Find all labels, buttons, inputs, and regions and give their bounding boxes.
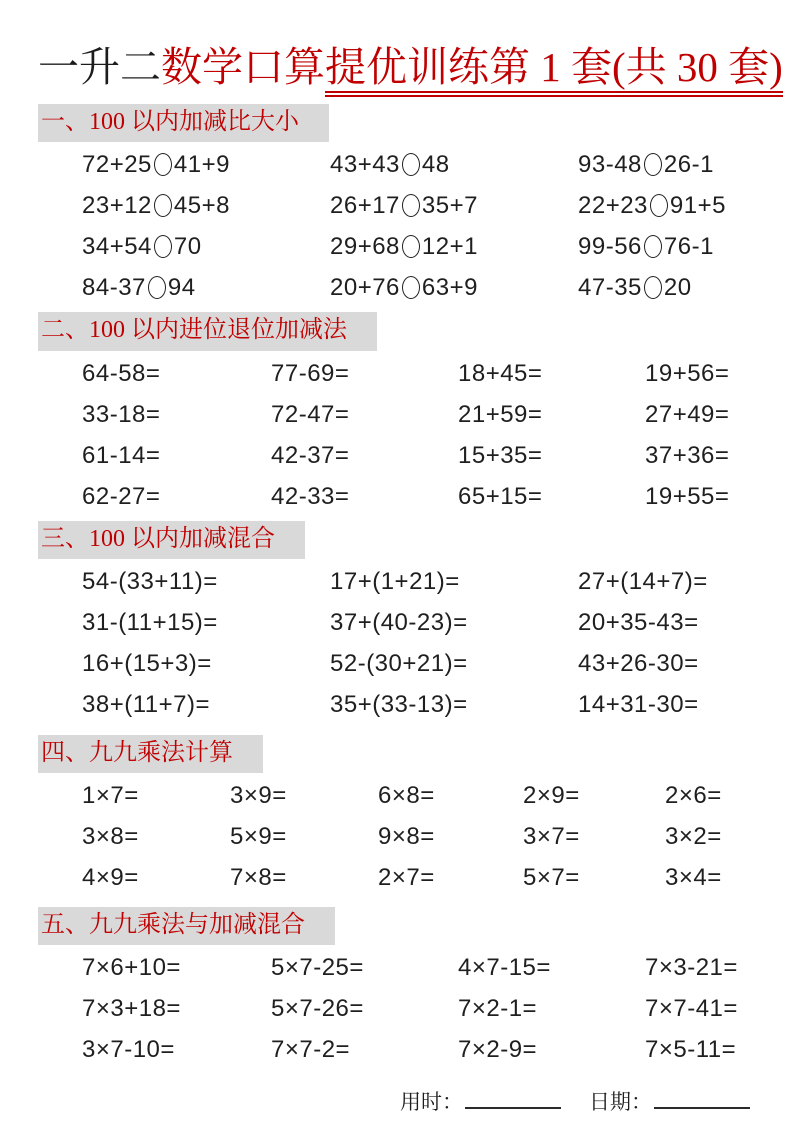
section-1-heading: 一、100 以内加减比大小	[38, 104, 329, 142]
problem-cell: 3×9=	[230, 781, 287, 809]
problem-cell: 7×3+18=	[82, 995, 181, 1023]
comparison-circle	[148, 276, 166, 299]
problem-cell: 2×6=	[665, 781, 722, 809]
problem-cell: 99-56 76-1	[578, 233, 714, 261]
comparison-circle	[402, 153, 420, 176]
problem-cell: 19+55=	[645, 482, 730, 510]
problem-cell: 19+56=	[645, 359, 730, 387]
problem-cell: 2×9=	[523, 781, 580, 809]
time-label: 用时：	[400, 1090, 463, 1115]
problem-cell: 3×2=	[665, 822, 722, 850]
section-4-heading: 四、九九乘法计算	[38, 735, 263, 773]
problem-cell: 61-14=	[82, 441, 161, 469]
problem-cell: 43+43 48	[330, 151, 450, 179]
title-set-part: 提优训练第 1 套(共 30 套)	[325, 44, 783, 97]
problem-cell: 52-(30+21)=	[330, 649, 468, 677]
footer	[400, 1086, 755, 1116]
comparison-circle	[154, 194, 172, 217]
problem-cell: 7×5-11=	[645, 1036, 737, 1064]
section-3	[38, 521, 755, 725]
comparison-circle	[644, 153, 662, 176]
problem-cell: 35+(33-13)=	[330, 690, 468, 718]
problem-cell: 7×7-2=	[271, 1036, 351, 1064]
problem-cell: 93-48 26-1	[578, 151, 714, 179]
section-1-problems	[82, 144, 755, 308]
problem-cell: 31-(11+15)=	[82, 608, 218, 636]
problem-cell: 20+35-43=	[578, 608, 699, 636]
problem-cell: 20+76 63+9	[330, 274, 478, 302]
problem-cell: 3×8=	[82, 822, 139, 850]
section-3-heading: 三、100 以内加减混合	[38, 521, 305, 559]
comparison-circle	[154, 153, 172, 176]
section-2-heading: 二、100 以内进位退位加减法	[38, 312, 377, 350]
problem-cell: 9×8=	[378, 822, 435, 850]
title-subject-part: 数学口算	[161, 44, 325, 90]
problem-cell: 54-(33+11)=	[82, 567, 218, 595]
problem-cell: 3×7=	[523, 822, 580, 850]
problem-cell: 38+(11+7)=	[82, 690, 210, 718]
problem-cell: 42-37=	[271, 441, 350, 469]
problem-cell: 27+49=	[645, 400, 730, 428]
comparison-circle	[402, 235, 420, 258]
problem-cell: 37+(40-23)=	[330, 608, 468, 636]
problem-cell: 1×7=	[82, 781, 139, 809]
problem-cell: 3×4=	[665, 863, 722, 891]
problem-cell: 18+45=	[458, 359, 543, 387]
section-2-problems	[82, 353, 755, 517]
problem-cell: 34+54 70	[82, 233, 202, 261]
section-5-heading: 五、九九乘法与加减混合	[38, 907, 335, 945]
problem-cell: 7×2-9=	[458, 1036, 538, 1064]
problem-cell: 42-33=	[271, 482, 350, 510]
comparison-circle	[644, 235, 662, 258]
section-4	[38, 735, 755, 898]
problem-cell: 27+(14+7)=	[578, 567, 708, 595]
problem-cell: 5×9=	[230, 822, 287, 850]
problem-cell: 7×8=	[230, 863, 287, 891]
comparison-circle	[650, 194, 668, 217]
problem-cell: 3×7-10=	[82, 1036, 175, 1064]
problem-cell: 4×9=	[82, 863, 139, 891]
problem-cell: 7×6+10=	[82, 954, 181, 982]
problem-cell: 7×2-1=	[458, 995, 538, 1023]
date-label: 日期：	[589, 1090, 652, 1115]
problem-cell: 43+26-30=	[578, 649, 699, 677]
problem-cell: 65+15=	[458, 482, 543, 510]
problem-cell: 64-58=	[82, 359, 161, 387]
section-4-problems	[82, 775, 755, 898]
problem-cell: 37+36=	[645, 441, 730, 469]
problem-cell: 15+35=	[458, 441, 543, 469]
problem-cell: 7×7-41=	[645, 995, 738, 1023]
comparison-circle	[154, 235, 172, 258]
comparison-circle	[644, 276, 662, 299]
problem-cell: 22+23 91+5	[578, 192, 726, 220]
problem-cell: 26+17 35+7	[330, 192, 478, 220]
section-5	[38, 907, 755, 1070]
problem-cell: 4×7-15=	[458, 954, 551, 982]
problem-cell: 23+12 45+8	[82, 192, 230, 220]
problem-cell: 47-35 20	[578, 274, 692, 302]
title-grade-part: 一升二	[38, 44, 161, 90]
problem-cell: 2×7=	[378, 863, 435, 891]
problem-cell: 72+25 41+9	[82, 151, 230, 179]
section-1	[38, 104, 755, 308]
comparison-circle	[402, 276, 420, 299]
page-title	[38, 44, 783, 91]
section-3-problems	[82, 561, 755, 725]
problem-cell: 17+(1+21)=	[330, 567, 460, 595]
problem-cell: 72-47=	[271, 400, 350, 428]
section-5-problems	[82, 947, 755, 1070]
problem-cell: 33-18=	[82, 400, 161, 428]
comparison-circle	[402, 194, 420, 217]
problem-cell: 21+59=	[458, 400, 543, 428]
section-2	[38, 312, 755, 516]
problem-cell: 5×7-25=	[271, 954, 364, 982]
problem-cell: 84-37 94	[82, 274, 196, 302]
problem-cell: 77-69=	[271, 359, 350, 387]
problem-cell: 16+(15+3)=	[82, 649, 212, 677]
date-blank-line	[654, 1086, 750, 1109]
problem-cell: 62-27=	[82, 482, 161, 510]
problem-cell: 5×7=	[523, 863, 580, 891]
problem-cell: 7×3-21=	[645, 954, 738, 982]
problem-cell: 29+68 12+1	[330, 233, 478, 261]
problem-cell: 14+31-30=	[578, 690, 699, 718]
time-blank-line	[465, 1086, 561, 1109]
problem-cell: 5×7-26=	[271, 995, 364, 1023]
problem-cell: 6×8=	[378, 781, 435, 809]
